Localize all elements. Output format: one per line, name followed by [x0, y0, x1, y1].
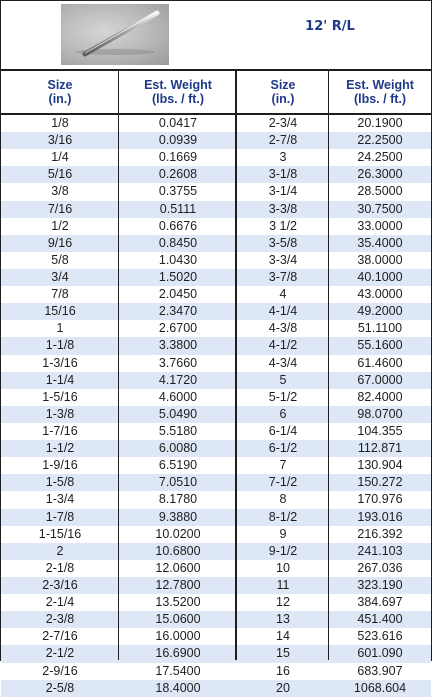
table-cell: 16.0000 — [155, 629, 201, 644]
table-cell: 2-9/16 — [42, 663, 78, 678]
table-row — [1, 166, 431, 183]
table-cell: 193.016 — [329, 509, 431, 526]
table-cell: 10.0200 — [155, 526, 201, 541]
table-cell: 13 — [237, 611, 329, 628]
table-cell: 2-3/8 — [1, 611, 119, 628]
table-cell: 1/4 — [51, 150, 69, 165]
table-cell: 601.090 — [329, 645, 431, 662]
table-cell: 0.5111 — [119, 201, 237, 218]
table-cell: 9 — [279, 526, 287, 541]
table-row — [1, 491, 431, 508]
table-cell: 26.3000 — [329, 166, 431, 183]
table-cell: 20 — [237, 680, 329, 697]
table-row — [1, 526, 431, 543]
column-divider — [328, 71, 329, 660]
table-cell: 1-15/16 — [38, 526, 82, 541]
table-row — [1, 337, 431, 354]
table-row — [1, 149, 431, 166]
table-cell: 0.8450 — [119, 235, 237, 252]
table-cell: 2-7/16 — [42, 629, 78, 644]
table-cell: 1-3/16 — [42, 355, 78, 370]
table-cell: 241.103 — [329, 543, 431, 560]
table-cell: 2.3470 — [119, 303, 237, 320]
table-cell: 30.7500 — [329, 201, 431, 218]
table-cell: 0.0417 — [158, 116, 198, 131]
table-row — [1, 628, 431, 645]
table-cell: 12 — [276, 595, 290, 610]
header — [1, 1, 431, 71]
table-cell: 1-5/16 — [42, 389, 78, 404]
table-cell: 24.2500 — [357, 150, 403, 165]
col-header-size-2: Size (in.) — [237, 71, 329, 115]
table-cell: 150.272 — [329, 474, 431, 491]
round-bar-icon — [61, 4, 169, 65]
weight-table — [1, 115, 431, 697]
table-cell: 3-3/8 — [237, 201, 329, 218]
table-cell: 7.0510 — [119, 474, 237, 491]
table-cell: 3/4 — [1, 269, 119, 286]
table-cell: 384.697 — [357, 595, 403, 610]
table-cell: 8.1780 — [158, 492, 198, 507]
table-row — [1, 663, 431, 680]
table-cell: 6 — [237, 406, 329, 423]
table-cell: 2.0450 — [158, 287, 198, 302]
table-cell: 2.6700 — [158, 321, 198, 336]
column-divider — [118, 71, 119, 660]
table-cell: 104.355 — [357, 424, 403, 439]
table-cell: 5/8 — [51, 252, 69, 267]
table-row — [1, 235, 431, 252]
table-cell: 6.5190 — [158, 458, 198, 473]
table-cell: 6-1/4 — [268, 424, 298, 439]
table-cell: 33.0000 — [357, 218, 403, 233]
table-cell: 0.2608 — [119, 166, 237, 183]
weight-table-body — [1, 115, 431, 697]
table-row — [1, 218, 431, 235]
table-cell: 5/16 — [1, 166, 119, 183]
table-cell: 8 — [279, 492, 287, 507]
table-cell: 16.6900 — [119, 645, 237, 662]
product-title: 12' R/L — [305, 19, 355, 34]
table-row — [1, 201, 431, 218]
table-row — [1, 252, 431, 269]
table-cell: 11 — [237, 577, 329, 594]
table-cell: 0.6676 — [158, 218, 198, 233]
table-row — [1, 680, 431, 697]
table-cell: 267.036 — [357, 560, 403, 575]
table-cell: 2-1/2 — [1, 645, 119, 662]
table-cell: 1.0430 — [158, 252, 198, 267]
column-divider — [235, 71, 237, 660]
table-row — [1, 543, 431, 560]
table-cell: 7/16 — [1, 201, 119, 218]
table-cell: 4 — [279, 287, 287, 302]
table-cell: 4-3/4 — [268, 355, 298, 370]
table-row — [1, 423, 431, 440]
table-cell: 170.976 — [357, 492, 403, 507]
table-cell: 5-1/2 — [268, 389, 298, 404]
table-cell: 35.4000 — [329, 235, 431, 252]
table-cell: 15/16 — [1, 303, 119, 320]
table-cell: 2-7/8 — [237, 132, 329, 149]
table-cell: 3-1/8 — [237, 166, 329, 183]
table-cell: 130.904 — [357, 458, 403, 473]
table-cell: 1-1/2 — [1, 440, 119, 457]
table-cell: 3.7660 — [158, 355, 198, 370]
table-row — [1, 440, 431, 457]
table-cell: 1-5/8 — [1, 474, 119, 491]
table-cell: 683.907 — [357, 663, 403, 678]
table-cell: 5.0490 — [119, 406, 237, 423]
table-cell: 61.4600 — [357, 355, 403, 370]
col-header-weight-2: Est. Weight (lbs. / ft.) — [329, 71, 431, 115]
table-cell: 9.3880 — [119, 509, 237, 526]
round-bar-photo — [61, 4, 169, 65]
table-cell: 5.5180 — [158, 424, 198, 439]
table-cell: 3-3/4 — [268, 252, 298, 267]
table-cell: 18.4000 — [119, 680, 237, 697]
table-cell: 4-1/2 — [237, 337, 329, 354]
table-cell: 14 — [276, 629, 290, 644]
table-cell: 2-1/8 — [45, 560, 75, 575]
table-cell: 17.5400 — [155, 663, 201, 678]
table-row — [1, 577, 431, 594]
table-row — [1, 320, 431, 337]
table-cell: 82.4000 — [357, 389, 403, 404]
table-row — [1, 645, 431, 662]
table-cell: 28.5000 — [357, 184, 403, 199]
table-cell: 40.1000 — [329, 269, 431, 286]
table-cell: 3-1/4 — [268, 184, 298, 199]
table-cell: 1068.604 — [329, 680, 431, 697]
table-cell: 3-5/8 — [237, 235, 329, 252]
table-row — [1, 406, 431, 423]
table-row — [1, 355, 431, 372]
table-cell: 112.871 — [329, 440, 431, 457]
table-cell: 12.0600 — [155, 560, 201, 575]
table-cell: 22.2500 — [329, 132, 431, 149]
table-cell: 3.3800 — [119, 337, 237, 354]
table-row — [1, 457, 431, 474]
table-cell: 1-1/4 — [1, 372, 119, 389]
table-cell: 15.0600 — [119, 611, 237, 628]
table-cell: 4.1720 — [119, 372, 237, 389]
table-cell: 38.0000 — [357, 252, 403, 267]
col-header-size-1: Size (in.) — [1, 71, 119, 115]
table-cell: 1.5020 — [119, 269, 237, 286]
table-cell: 1 — [56, 321, 64, 336]
table-row — [1, 372, 431, 389]
table-row — [1, 115, 431, 132]
table-cell: 4-1/4 — [237, 303, 329, 320]
table-row — [1, 560, 431, 577]
table-cell: 43.0000 — [357, 287, 403, 302]
table-cell: 2-3/16 — [1, 577, 119, 594]
table-cell: 323.190 — [329, 577, 431, 594]
col-header-weight-1: Est. Weight (lbs. / ft.) — [119, 71, 237, 115]
table-cell: 2-1/4 — [45, 595, 75, 610]
table-cell: 4-3/8 — [268, 321, 298, 336]
table-cell: 216.392 — [357, 526, 403, 541]
table-cell: 7 — [279, 458, 287, 473]
table-cell: 10.6800 — [119, 543, 237, 560]
table-cell: 3 1/2 — [269, 218, 297, 233]
table-row — [1, 269, 431, 286]
table-cell: 8-1/2 — [237, 509, 329, 526]
table-cell: 3-7/8 — [237, 269, 329, 286]
table-cell: 7/8 — [51, 287, 69, 302]
table-cell: 2 — [1, 543, 119, 560]
table-cell: 16 — [276, 663, 290, 678]
table-cell: 15 — [237, 645, 329, 662]
table-cell: 6.0080 — [119, 440, 237, 457]
table-cell: 523.616 — [357, 629, 403, 644]
table-row — [1, 286, 431, 303]
table-cell: 1-3/4 — [45, 492, 75, 507]
table-cell: 67.0000 — [329, 372, 431, 389]
table-cell: 0.0939 — [119, 132, 237, 149]
table-cell: 1/8 — [51, 116, 69, 131]
table-cell: 0.3755 — [158, 184, 198, 199]
table-row — [1, 611, 431, 628]
table-cell: 3/8 — [51, 184, 69, 199]
table-cell: 3 — [279, 150, 287, 165]
table-cell: 3/16 — [1, 132, 119, 149]
table-cell: 6-1/2 — [237, 440, 329, 457]
table-cell: 1-9/16 — [42, 458, 78, 473]
table-cell: 55.1600 — [329, 337, 431, 354]
table-row — [1, 474, 431, 491]
table-cell: 0.1669 — [158, 150, 198, 165]
table-cell: 13.5200 — [155, 595, 201, 610]
table-cell: 98.0700 — [329, 406, 431, 423]
table-cell: 451.400 — [329, 611, 431, 628]
table-cell: 7-1/2 — [237, 474, 329, 491]
table-row — [1, 303, 431, 320]
table-cell: 5 — [237, 372, 329, 389]
table-cell: 1-7/8 — [1, 509, 119, 526]
table-row — [1, 132, 431, 149]
table-cell: 9-1/2 — [237, 543, 329, 560]
table-cell: 49.2000 — [329, 303, 431, 320]
table-cell: 4.6000 — [158, 389, 198, 404]
table-row — [1, 389, 431, 406]
table-cell: 1/2 — [51, 218, 69, 233]
table-cell: 51.1100 — [357, 321, 403, 336]
table-cell: 1-7/16 — [42, 424, 78, 439]
table-cell: 1-3/8 — [1, 406, 119, 423]
table-cell: 12.7800 — [119, 577, 237, 594]
table-row — [1, 183, 431, 200]
table-cell: 2-3/4 — [268, 116, 298, 131]
table-row — [1, 509, 431, 526]
table-cell: 10 — [276, 560, 290, 575]
table-cell: 2-5/8 — [1, 680, 119, 697]
table-cell: 9/16 — [1, 235, 119, 252]
table-row — [1, 594, 431, 611]
table-cell: 20.1900 — [357, 116, 403, 131]
table-cell: 1-1/8 — [1, 337, 119, 354]
